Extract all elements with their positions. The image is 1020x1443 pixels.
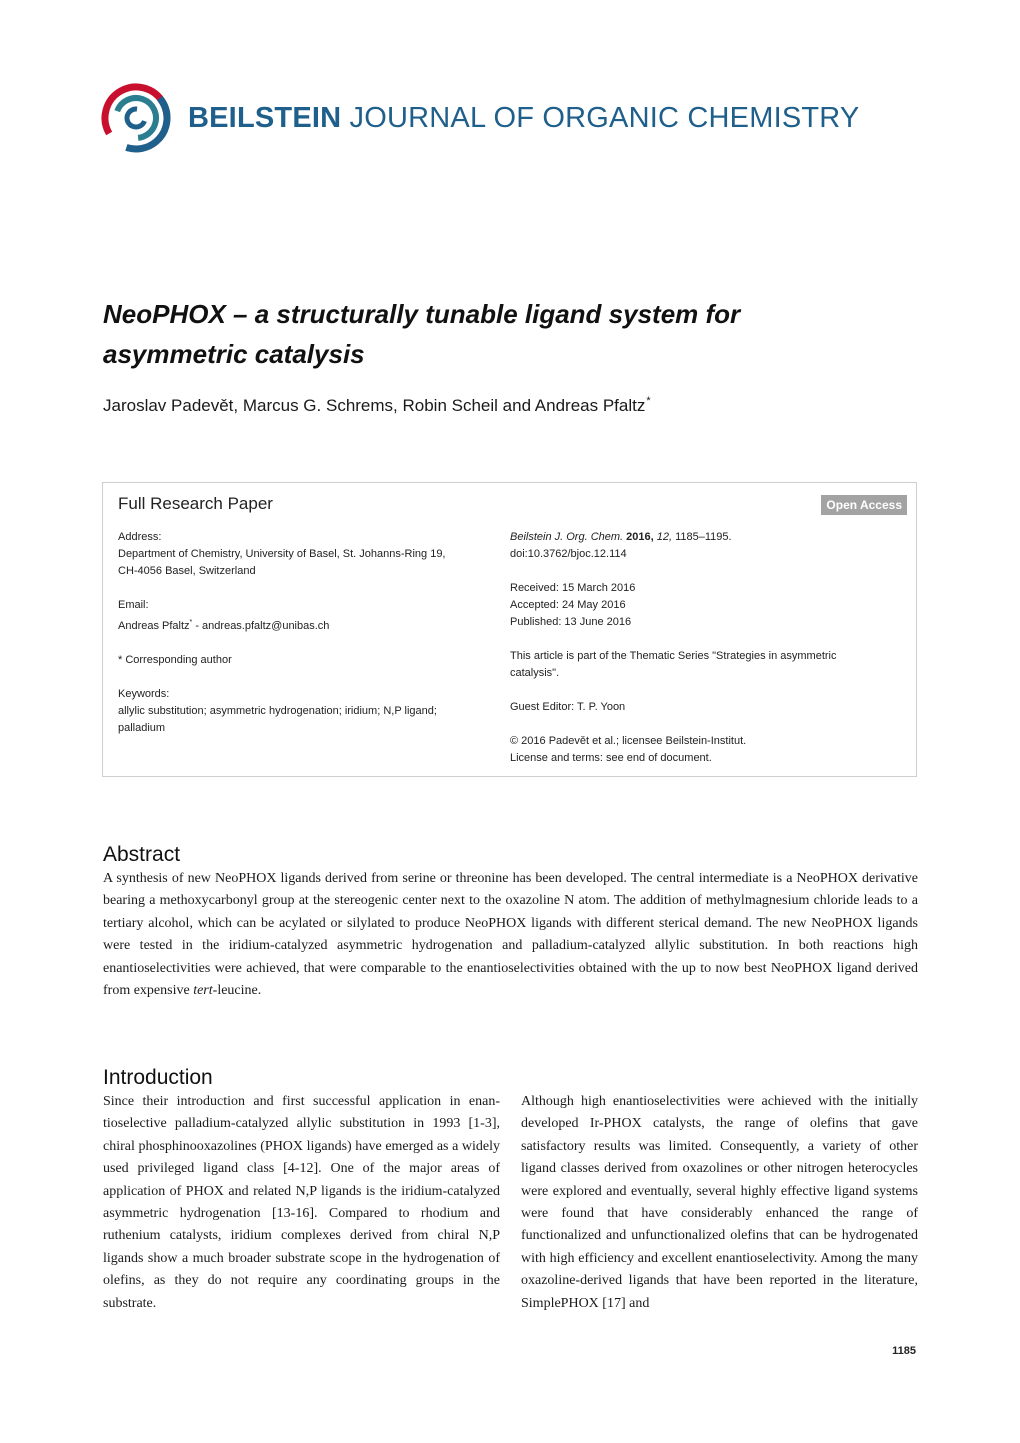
keywords-line-2: palladium [118,722,166,734]
journal-name-bold: BEILSTEIN [188,102,342,134]
doi-link[interactable]: doi:10.3762/bjoc.12.114 [510,548,627,560]
address-line-1: Department of Chemistry, University of Basel, St. Johanns-Ring 19, [118,548,446,560]
corresponding-mark: * [646,395,651,407]
accepted-date: Accepted: 24 May 2016 [510,599,626,611]
thematic-series-line-2: catalysis". [510,667,560,679]
email-label: Email: [118,599,149,611]
abstract-body: A synthesis of new NeoPHOX ligands derived from serine or threonine has been developed. The central intermediate is a NeoPHOX derivative bearing a methoxycarbonyl group at the stereogenic center next to the oxazoline N atom. The addition of methylmagnesium chloride leads to a tertiary alcohol, which can be acylated or silylated to produce NeoPHOX ligands with different sterical demand. The new NeoPHOX ligands were tested in the iridium-catalyzed asymmetric hydrogenation and palladium-catalyzed allylic substitution. In both reactions high enantioselectivities were achieved, that were comparable to the enantioselectivities obtained with the up to now best NeoPHOX ligand derived from expensive [103,871,918,999]
citation-volume: 12, [656,531,673,543]
article-info-box [102,482,917,777]
page-number: 1185 [892,1345,916,1357]
introduction-column-2: Although high enantioselectivities were achieved with the initially developed Ir-PHOX catalysts, the range of olefins that gave satisfactory results was limited. Consequently, a variety of other ligand classes derived from oxazolines or other nitrogen heterocycles were explored and eventually, several highly effective ligand systems were found that have considerably enhanced the range of functionalized and unfunctionalized olefins that can be hydrogenated with high efficiency and excellent enantioselectivity. Among the many oxazoline-derived ligands that have been reported in the literature, SimplePHOX [17] and [521,1094,918,1311]
citation-year: 2016, [626,531,654,543]
abstract-end: -leucine. [212,983,262,999]
open-access-badge: Open Access [821,495,907,515]
email-name: Andreas Pfaltz [118,620,190,632]
citation [510,529,910,546]
published-date: Published: 13 June 2016 [510,616,632,628]
abstract-heading: Abstract [103,843,181,866]
info-left-column [118,529,488,737]
email-mark: * [189,619,193,626]
email-line [118,614,488,635]
keywords-label: Keywords: [118,688,170,700]
corresponding-author-note: * Corresponding author [118,654,232,666]
license-note: License and terms: see end of document. [510,752,712,764]
email-address-link[interactable]: - andreas.pfaltz@unibas.ch [192,620,330,632]
article-title: NeoPHOX – a structurally tunable ligand system for asymmetric catalysis [103,299,741,369]
guest-editor: Guest Editor: T. P. Yoon [510,701,626,713]
address-label: Address: [118,531,162,543]
introduction-column-1: Since their introduction and first successful application in enantioselective palladium-catalyzed allylic substitution in 1993 [1-3], chiral phosphinooxazolines (PHOX ligands) have emerged as a widely used privileged ligand class [4-12]. One of the major areas of application of PHOX and related N,P ligands is the iridium-catalyzed asymmetric hydrogenation [13-16]. Compared to rhodium and ruthenium catalysts, iridium complexes derived from chiral N,P ligands show a much broader substrate scope in the hydrogenation of olefins, as they do not require any coordinating groups in the substrate. [103,1094,500,1311]
info-right-column [510,529,910,767]
address-line-2: CH-4056 Basel, Switzerland [118,565,256,577]
received-date: Received: 15 March 2016 [510,582,636,594]
article-type: Full Research Paper [118,494,273,513]
thematic-series-line-1: This article is part of the Thematic Series "Strategies in asymmetric [510,650,837,662]
beilstein-logo-icon [100,82,172,154]
journal-name-rest: JOURNAL OF ORGANIC CHEMISTRY [341,102,860,134]
author-list [103,390,651,417]
introduction-heading: Introduction [103,1066,213,1089]
copyright: © 2016 Padevět et al.; licensee Beilstein-Institut. [510,735,747,747]
authors-names: Jaroslav Padevět, Marcus G. Schrems, Robin Scheil and Andreas Pfaltz [103,396,646,415]
citation-pages: 1185–1195. [675,531,732,543]
keywords-line-1: allylic substitution; asymmetric hydrogenation; iridium; N,P ligand; [118,705,437,717]
abstract-text [103,868,918,1002]
citation-journal: Beilstein J. Org. Chem. [510,531,624,543]
journal-name [188,100,859,136]
abstract-italic: tert [193,983,213,999]
